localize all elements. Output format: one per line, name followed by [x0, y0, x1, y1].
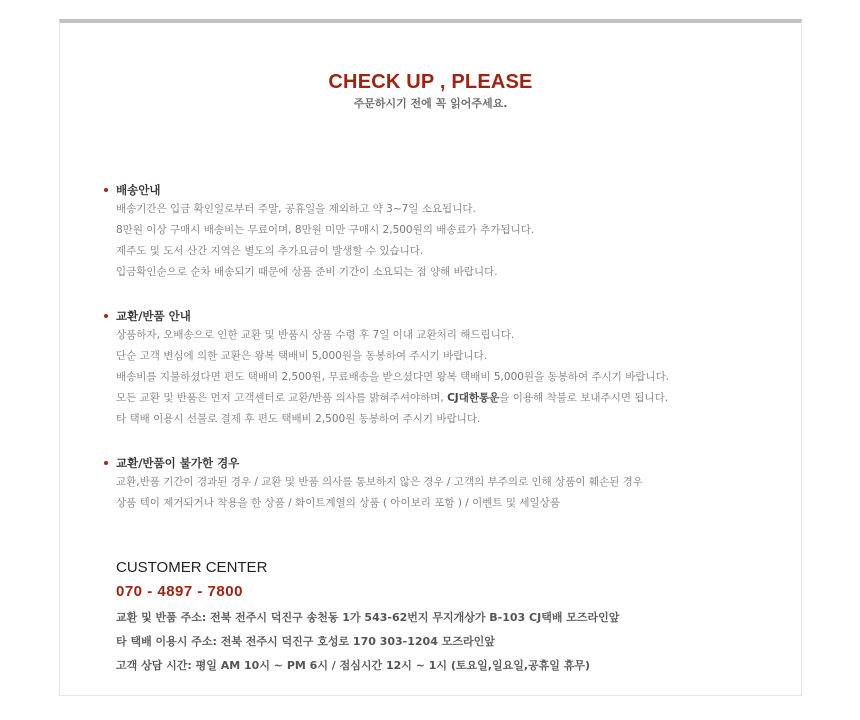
info-line: 교환,반품 기간이 경과된 경우 / 교환 및 반품 의사를 통보하지 않은 경우 / 고객의 부주의로 인해 상품이 훼손된 경우: [116, 476, 643, 488]
info-line-tail: 을 이용해 착불로 보내주시면 됩니다.: [499, 392, 669, 404]
courier-name: CJ대한통운: [447, 392, 500, 404]
shipping-info-section: [104, 181, 784, 283]
exchange-return-section: [104, 307, 784, 430]
consultation-hours: 고객 상담 시간: 평일 AM 10시 ~ PM 6시 / 점심시간 12시 ~ 1시 (토요일,일요일,공휴일 휴무): [116, 659, 590, 672]
info-line: 8만원 이상 구매시 배송비는 무료이며, 8만원 미만 구매시 2,500원의 배송료가 추가됩니다.: [116, 224, 535, 236]
info-line: 제주도 및 도서 산간 지역은 별도의 추가요금이 발생할 수 있습니다.: [116, 245, 424, 257]
section-title: [104, 454, 784, 472]
section-title-text: 교환/반품 안내: [116, 309, 191, 323]
bullet-icon: [104, 314, 108, 318]
page-title: CHECK UP , PLEASE: [328, 71, 533, 93]
info-line: 상품하자, 오배송으로 인한 교환 및 반품시 상품 수령 후 7일 이내 교환처리 해드립니다.: [116, 329, 515, 341]
info-line: 배송비를 지불하셨다면 편도 택배비 2,500원, 무료배송을 받으셨다면 왕복 택배비 5,000원을 동봉하여 주시기 바랍니다.: [116, 371, 670, 383]
section-title-text: 교환/반품이 불가한 경우: [116, 456, 240, 470]
bullet-icon: [104, 461, 108, 465]
other-courier-address: 타 택배 이용시 주소: 전북 전주시 덕진구 호성로 170 303-1204 모즈라인앞: [116, 635, 495, 648]
exchange-address: 교환 및 반품 주소: 전북 전주시 덕진구 송천동 1가 543-62번지 무지개상가 B-103 CJ택배 모즈라인앞: [116, 611, 620, 624]
info-line: 단순 고객 변심에 의한 교환은 왕복 택배비 5,000원을 동봉하여 주시기 바랍니다.: [116, 350, 488, 362]
info-line-head: 모든 교환 및 반품은 먼저 고객센터로 교환/반품 의사를 밝혀주셔야하며,: [116, 392, 444, 404]
info-line: [104, 388, 784, 409]
info-line: 입금확인순으로 순차 배송되기 때문에 상품 준비 기간이 소요되는 점 양해 바랍니다.: [116, 266, 498, 278]
customer-phone: 070 - 4897 - 7800: [116, 583, 243, 600]
info-line: 배송기간은 입금 확인일로부터 주말, 공휴일을 제외하고 약 3~7일 소요됩니다.: [116, 203, 476, 215]
section-title-text: 배송안내: [116, 183, 161, 197]
bullet-icon: [104, 188, 108, 192]
check-up-panel: [59, 19, 802, 696]
section-title: [104, 307, 784, 325]
info-line: 타 택배 이용시 선불로 결제 후 편도 택배비 2,500원 동봉하여 주시기 바랍니다.: [116, 413, 481, 425]
non-returnable-section: [104, 454, 784, 514]
panel-header: [60, 69, 801, 112]
info-line: 상품 텍이 제거되거나 착용을 한 상품 / 화이트계열의 상품 ( 아이보리 포함 ) / 이벤트 및 세일상품: [116, 497, 560, 509]
customer-center: [116, 557, 776, 678]
section-title: [104, 181, 784, 199]
customer-center-title: CUSTOMER CENTER: [116, 559, 268, 576]
page-subtitle: 주문하시기 전에 꼭 읽어주세요.: [353, 97, 508, 110]
